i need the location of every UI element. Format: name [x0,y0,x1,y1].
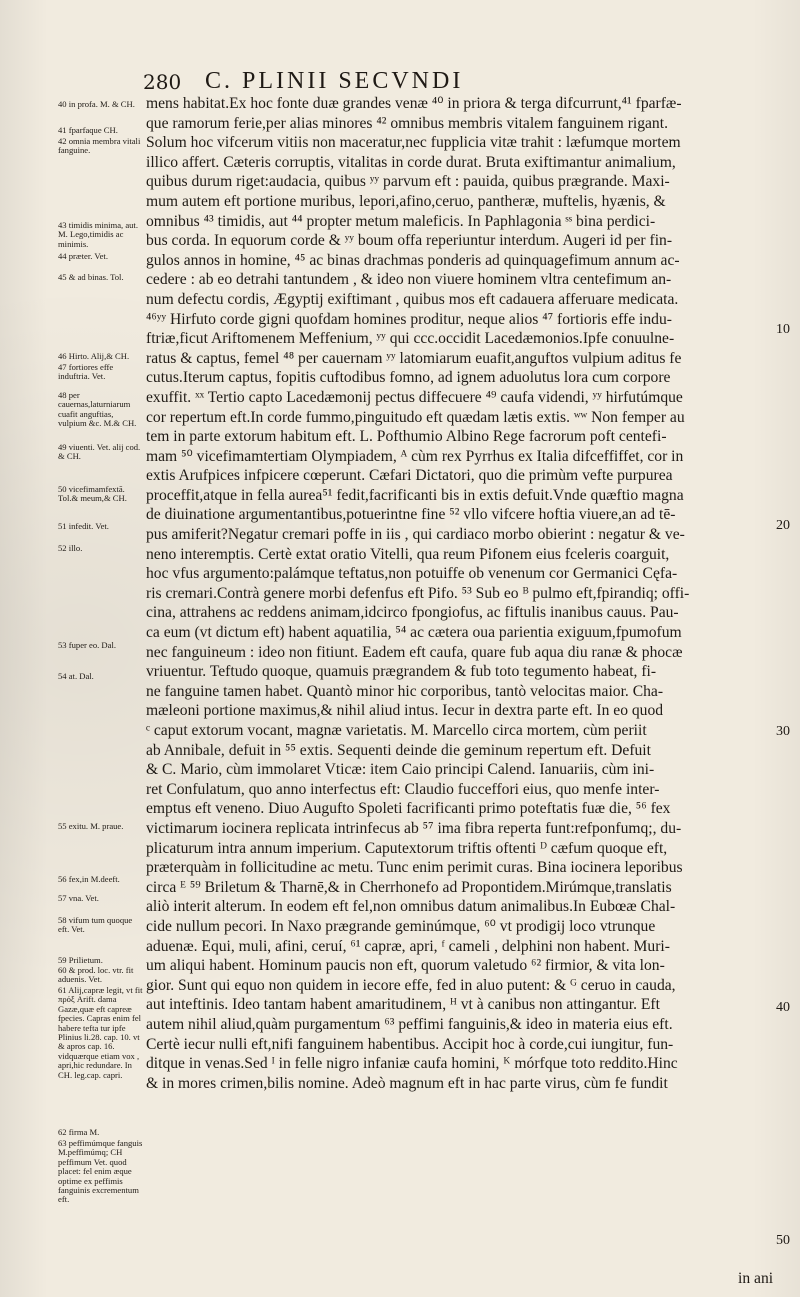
page-number: 280 [143,70,182,94]
line-number: 30 [776,724,790,739]
text-line: omnibus ⁴³ timidis, aut ⁴⁴ propter metum maleficis. In Paphlagonia ˢˢ bina perdici- [146,212,656,230]
text-line: Certè iecur nulli eft,nifi fanguinem habentibus. Accipit hoc à corde,cui iungitur, fun- [146,1035,674,1053]
text-line: aduenæ. Equi, muli, afini, ceruí, ⁶¹ capræ, apri, ᶠ cameli , delphini non habent. Muri- [146,937,670,955]
text-line: pus amiferit?Negatur cremari poffe in iis , qui cardiaco morbo obierint : negatur & ve- [146,526,685,544]
margin-note: 45 & ad binas. Tol. [58,272,124,282]
margin-note: 56 fex,in M.deeft. [58,874,120,884]
margin-note: 49 viuenti. Vet. alij cod. & CH. [58,442,141,462]
text-line: ⁴⁶ʸʸ Hirfuto corde gigni quofdam homines proditur, neque alios ⁴⁷ fortioris effe indu- [146,310,672,328]
text-line: gulos annos in homine, ⁴⁵ ac binas drachmas ponderis ad quinquagefimum annum ac- [146,251,680,269]
margin-note: 50 vicefimamfextā. Tol.& meum,& CH. [58,484,127,504]
text-line [146,1093,778,1113]
text-line: hoc vfus argumento:palámque teftatus,non potuiffe ob venenum cor Germanici Cęfa- [146,565,678,583]
margin-note: 54 at. Dal. [58,671,94,681]
text-line: gior. Sunt qui equo non quidem in iecore effe, fed in aluo putent: & ᴳ ceruo in cauda, [146,976,676,994]
margin-note: 55 exitu. M. praue. [58,821,124,831]
line-number: 40 [776,1000,790,1015]
margin-note: 53 fuper eo. Dal. [58,640,116,650]
running-title: C. PLINII SECVNDI [205,68,464,94]
margin-note: 57 vna. Vet. [58,893,99,903]
main-text-column [146,94,778,1113]
text-line: ᶜ caput extorum vocant, magnæ varietatis. M. Marcello circa mortem, cùm periit [146,722,647,739]
text-line: ne fanguine tamen habet. Quantò minor hic corporibus, tantò velocitas maior. Cha- [146,682,664,700]
text-line: ca eum (vt dictum eft) habent aquatilia, ⁵⁴ ac cætera oua parientia exiguum,fpumofum [146,624,682,642]
text-line: cutus.Iterum captus, fopitis cuftodibus fomno, ad ignem aduolutus lora cum corpore [146,369,671,387]
text-line: cina, attrahens ac reddens animam,idcirco fpongiofus, ac fiftulis inanibus cauus. Pau- [146,604,679,622]
text-line: ret Confulatum, quo anno interfectus eft: Claudio fucceffori eius, quo menfe inter- [146,780,660,798]
margin-note: 52 illo. [58,543,83,553]
margin-note: 61 Alij,capræ legit, vt fit πρόξ Arift. dama Gazæ,quæ eft capreæ fpecies. Capras enim fel habere tefta tur ipfe Plinius li.28. cap. 10. vt & apros cap. 16. vidquærque etiam vox , apri,hic redundare. In CH. leg.cap. capri. [58,985,143,1080]
margin-note: 62 firma M. [58,1127,100,1137]
text-line: cedere : ab eo detrahi tantundem , & ideo non viuere hominem vltra centefimum an- [146,271,672,289]
margin-note: 63 peffimúmque fanguis M.peffimúmq; CH peffimum Vet. quod placet: fel enim æque optime ex peffimis fanguinis excrementum eft. [58,1138,143,1205]
text-line: um aliqui habent. Hominum paucis non eft, quorum valetudo ⁶² firmior, & vita lon- [146,957,665,975]
text-line: num defectu cordis, Ægyptij exiftimant , quibus mos eft cadauera afferuare medicata. [146,290,679,308]
line-number: 10 [776,322,790,337]
text-line: tem in parte extorum habitum eft. L. Pofthumio Albino Rege facrorum poft centefi- [146,428,667,446]
margin-note: 42 omnia membra vitali fanguine. [58,136,141,156]
catchword: in ani [738,1270,774,1287]
text-line: circa ᴱ ⁵⁹ Briletum & Tharnē,& in Cherrhonefo ad Propontidem.Mirúmque,translatis [146,878,672,896]
text-line: Solum hoc vifcerum vitiis non maceratur,nec fupplicia vitæ trahit : læfumque mortem [146,134,681,152]
text-line: nec fanguineum : ideo non fitiunt. Eadem eft caufa, quare fub aqua diu ranæ & phocæ [146,643,683,661]
margin-note: 40 in profa. M. & CH. [58,99,135,109]
text-line: & C. Mario, cùm immolaret Vticæ: item Caio principi Calend. Ianuariis, cùm ini- [146,761,655,779]
text-line: de diuinatione argumentantibus,potuerintne fine ⁵² vllo vifcere hoftia viuere,an ad tē- [146,506,676,524]
margin-note: 59 Prilietum. [58,955,103,965]
text-line: ab Annibale, defuit in ⁵⁵ extis. Sequenti deinde die geminum repertum eft. Defuit [146,741,651,759]
text-line: emptus eft veneno. Diuo Augufto Spoleti facrificanti primo poteftatis fuæ die, ⁵⁶ fex [146,800,671,818]
text-line: extis Arufpices infpicere cœperunt. Cæfari Dictatori, quo die primùm vefte purpurea [146,467,673,485]
text-line: præterquàm in follicitudine ac metu. Tunc enim perimit curas. Bina iocinera leporibus [146,859,683,877]
margin-note: 44 præter. Vet. [58,251,108,261]
text-line: aut inteftinis. Ideo tantam habent amaritudinem, ᴴ vt à canibus non attingantur. Eft [146,996,660,1014]
text-line: mum autem eft portione muribus, lepori,afino,ceruo, pantheræ, muftelis, hyænis, & [146,192,666,210]
margin-note: 51 infedit. Vet. [58,521,109,531]
margin-note: 60 & prod. loc. vtr. fit aduenis. Vet. [58,965,134,985]
margin-note: 58 vifum tum quoque eft. Vet. [58,915,133,935]
text-line: aliò interit alterum. In eodem eft fel,non omnibus datum animalibus.In Eubœæ Chal- [146,898,676,916]
line-number: 50 [776,1233,790,1248]
text-line: quibus durum riget:audacia, quibus ʸʸ parvum eft : pauida, quibus prægrande. Maxi- [146,173,670,191]
text-line: bus corda. In equorum corde & ʸʸ boum offa reperiuntur interdum. Augeri id per fin- [146,232,673,250]
text-line: ftriæ,ficut Ariftomenem Meffenium, ʸʸ qui ccc.occidit Lacedæmonios.Ipfe conuulne- [146,330,675,348]
margin-note: 41 fparfaque CH. [58,125,118,135]
text-line: proceffit,atque in fella aurea⁵¹ fedit,facrificanti bis in extis defuit.Vnde quæftio magna [146,486,684,504]
text-line: ris cremari.Contrà genere morbi defenfus eft Pifo. ⁵³ Sub eo ᴮ pulmo eft,fpirandiq; offi- [146,584,690,602]
text-line: ditque in venas.Sed ᴵ in felle nigro infaniæ caufa homini, ᴷ mórfque toto reddito.Hinc [146,1055,678,1073]
margin-note: 48 per cauernas,laturniarum cuafit anguftias, vulpium &c. M.& CH. [58,390,137,429]
text-line: ratus & captus, femel ⁴⁸ per cauernam ʸʸ latomiarum euafit,anguftos vulpium aditus fe [146,349,682,367]
text-line: autem nihil aliud,quàm purgamentum ⁶³ peffimi fanguinis,& ideo in materia eius eft. [146,1015,673,1033]
margin-note: 46 Hirto. Alij,& CH. [58,351,130,361]
text-line: exuffit. ˣˣ Tertio capto Lacedæmonij pectus diffecuere ⁴⁹ caufa videndi, ʸʸ hirfutúmque [146,388,683,406]
margin-note: 43 timidis minima, aut. M. Lego,timidis ac minimis. [58,220,138,249]
text-line: mam ⁵⁰ vicefimamtertiam Olympiadem, ᴬ cùm rex Pyrrhus ex Italia difceffiffet, cor in [146,447,684,465]
text-line: mæleoni portione maximus,& nihil aliud intus. Iecur in dextra parte eft. In eo quod [146,702,664,720]
line-number: 20 [776,518,790,533]
margin-note: 47 fortiores effe induftria. Vet. [58,362,114,382]
text-line: que ramorum ferie,per alias minores ⁴² omnibus membris vitalem fanguinem rigant. [146,114,668,132]
text-line: vriuentur. Teftudo quoque, quamuis prægrandem & fub toto tegumento habeat, fi- [146,663,657,681]
text-line: mens habitat.Ex hoc fonte duæ grandes venæ ⁴⁰ in priora & terga difcurrunt,⁴¹ fparfæ- [146,95,682,112]
text-line: victimarum iocinera replicata intrinfecus ab ⁵⁷ ima fibra reperta funt:refponfumq;, du- [146,819,682,837]
text-line: & in mores crimen,bilis nomine. Adeò magnum eft in hac parte virus, cùm fe fundit [146,1074,668,1092]
text-line: illico affert. Cæteris corruptis, vitalitas in corde durat. Bruta exiftimantur animalium, [146,153,676,171]
text-line: cor repertum eft.In corde fummo,pinguitudo eft quædam lætis extis. ʷʷ Non femper au [146,408,685,426]
text-line: neno interemptis. Certè extat oratio Vitelli, qua reum Pifonem eius fceleris coarguit, [146,545,670,563]
text-line: plicaturum intra annum imperium. Caputextorum triftis oftenti ᴰ cæfum quoque eft, [146,839,668,857]
text-line: cide nullum pecori. In Naxo prægrande geminúmque, ⁶⁰ vt prodigij loco vtrunque [146,917,656,935]
